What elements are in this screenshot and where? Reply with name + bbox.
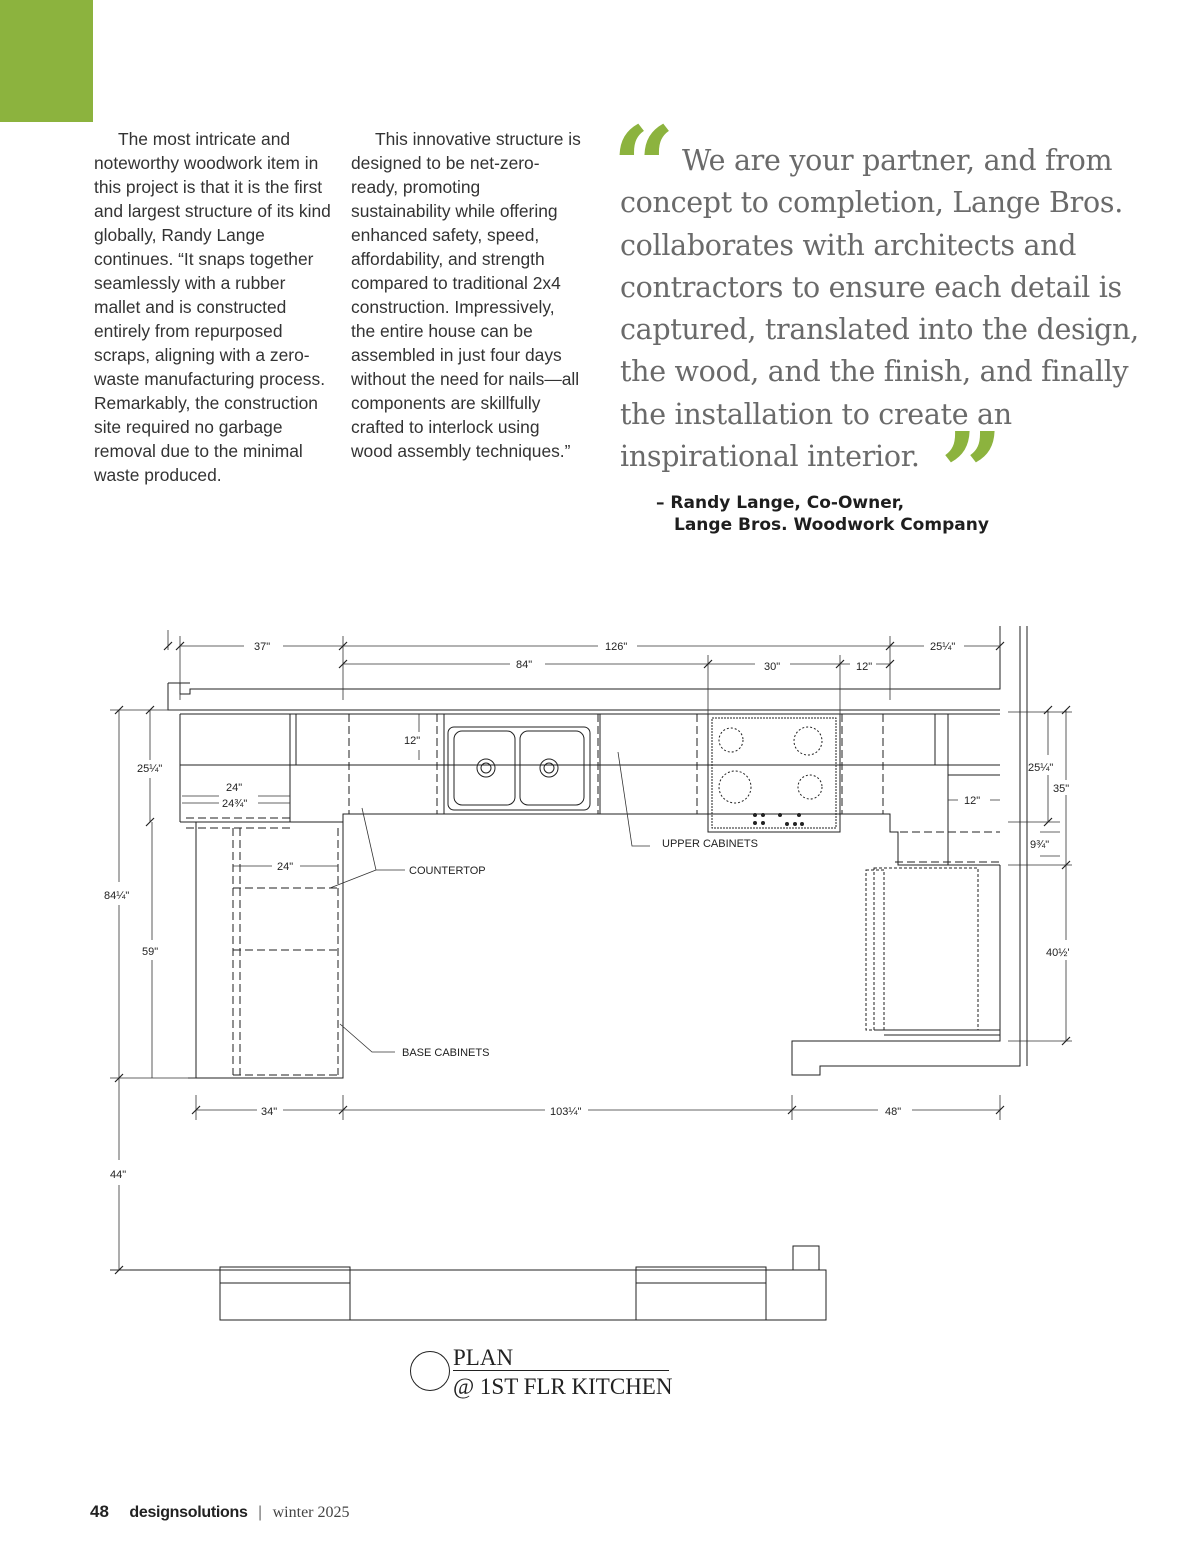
footer-separator: | — [258, 1504, 263, 1521]
dim-24a: 24" — [226, 782, 243, 794]
page-footer — [90, 1502, 350, 1522]
dim-34: 34" — [261, 1106, 278, 1118]
dim-12-upper: 12" — [404, 735, 421, 747]
dim-84: 84" — [516, 659, 533, 671]
dim-126: 126" — [605, 641, 628, 653]
wall-left — [188, 822, 196, 1078]
dim-103: 103¼" — [550, 1106, 582, 1118]
wall-right — [792, 626, 1020, 1075]
dim-9: 9¾" — [1030, 839, 1050, 851]
close-quote-mark: ” — [940, 408, 1004, 537]
article-paragraph-1: The most intricate and noteworthy woodwork item in this project is that it is the first and largest structure of its kind globally, Randy Lange continues. “It snaps together seamlessly with a rubber mallet and is constructed entirely from repurposed scraps, aligning with a zero-waste manufacturing process. Remarkably, the construction site required no garbage removal due to the minimal waste produced. — [94, 129, 331, 485]
dim-30: 30" — [764, 661, 781, 673]
attribution-company: Lange Bros. Woodwork Company — [674, 515, 989, 535]
page-number: 48 — [90, 1502, 109, 1521]
issue-season: winter 2025 — [272, 1504, 350, 1521]
dim-44: 44" — [110, 1169, 127, 1181]
dim-25-top: 25¼" — [930, 641, 956, 653]
open-quote-mark: “ — [612, 102, 676, 231]
label-base-cabinets: BASE CABINETS — [402, 1047, 490, 1059]
attribution-name: – Randy Lange, Co-Owner, — [656, 493, 905, 513]
dim-48: 48" — [885, 1106, 902, 1118]
plan-callout-circle — [410, 1351, 450, 1391]
dim-37: 37" — [254, 641, 271, 653]
plan-subtitle: @ 1ST FLR KITCHEN — [453, 1374, 673, 1399]
dim-40: 40½' — [1046, 947, 1070, 959]
label-upper-cabinets: UPPER CABINETS — [662, 838, 758, 850]
plan-title-block — [410, 1345, 680, 1405]
dim-12-right: 12" — [964, 795, 981, 807]
label-countertop: COUNTERTOP — [409, 865, 486, 877]
dim-59: 59" — [142, 946, 159, 958]
wall-top-inner — [168, 683, 1000, 710]
plan-title: PLAN — [453, 1345, 514, 1370]
plan-title-rule — [453, 1370, 669, 1371]
dim-25-left: 25¼" — [137, 763, 163, 775]
article-paragraph-2: This innovative structure is designed to be net-zero-ready, promoting sustainability while offering enhanced safety, speed, affordability, and strength compared to traditional 2x4 construction. Impressively, the entire house can be assembled in just four days without the need for nails—all components are skillfully crafted to interlock using wood assembly techniques.” — [351, 129, 581, 461]
pull-quote-text: We are your partner, and from concept to completion, Lange Bros. collaborates with architects and contractors to ensure each detail is captured, translated into the design, the wood, and the finish, and finally the installation to create an inspirational interior. — [620, 144, 1139, 474]
dim-24b: 24" — [277, 861, 294, 873]
dim-25-right: 25¼" — [1028, 762, 1054, 774]
wall-top-outer — [180, 626, 1000, 694]
dim-35: 35" — [1053, 783, 1070, 795]
dim-84-left: 84¼" — [104, 890, 130, 902]
magazine-brand: designsolutions — [129, 1504, 248, 1521]
dim-24-3: 24¾" — [222, 798, 248, 810]
dim-12-top: 12" — [856, 661, 873, 673]
